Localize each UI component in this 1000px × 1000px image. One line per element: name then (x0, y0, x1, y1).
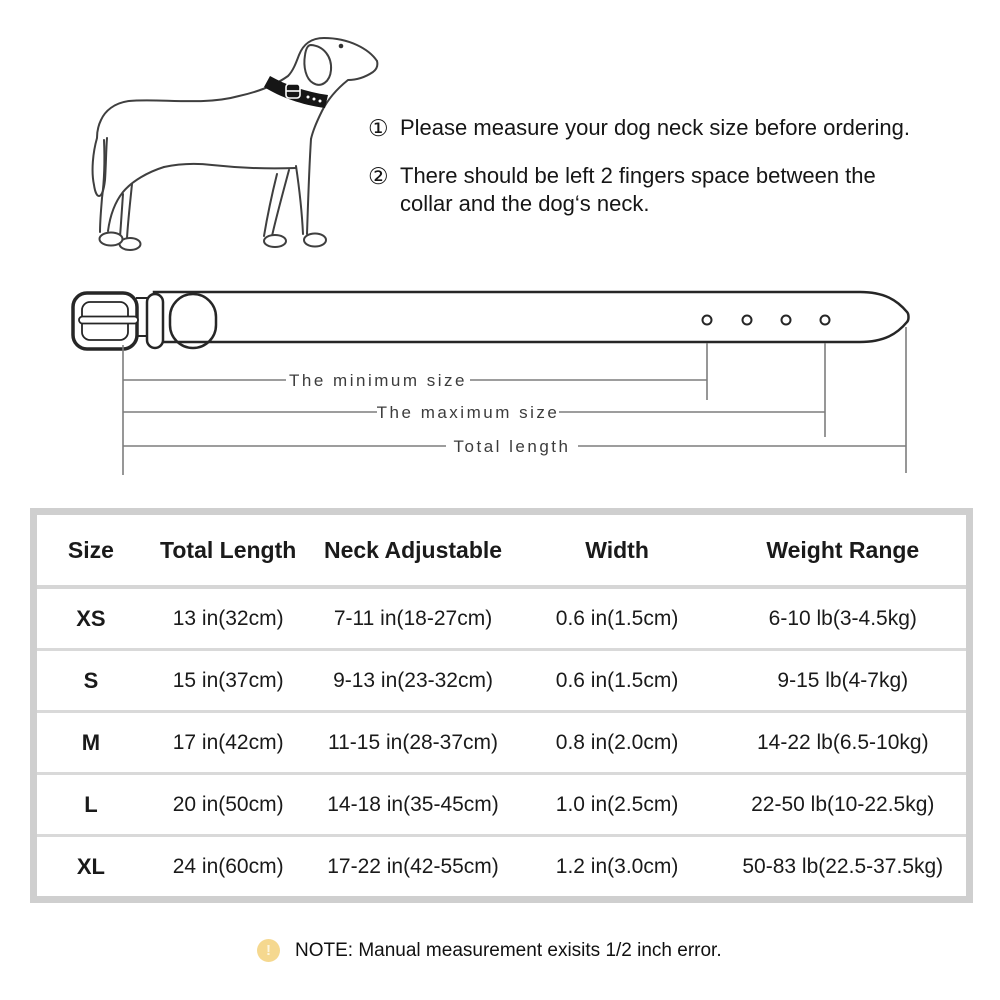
cell-size: M (34, 712, 145, 774)
cell-width: 0.6 in(1.5cm) (555, 606, 679, 630)
cell-size: XS (76, 605, 106, 631)
total-length-label: Total length (453, 437, 571, 456)
circled-number-2-icon: ② (368, 163, 389, 189)
collar-keeper (147, 294, 163, 348)
table-row-m (34, 712, 970, 774)
table-row-xs (34, 587, 970, 650)
cell-neck: 14-18 in(35-45cm) (311, 774, 514, 836)
max-size-label: The maximum size (376, 403, 560, 422)
exclamation-icon: ! (257, 939, 280, 962)
cell-width: 0.8 in(2.0cm) (515, 712, 720, 774)
instructions (368, 114, 986, 218)
table-row-s (34, 650, 970, 712)
table-row-xl (34, 836, 970, 900)
cell-total-length: 20 in(50cm) (145, 774, 312, 836)
header-total-length: Total Length (145, 512, 312, 588)
cell-total-length: 24 in(60cm) (145, 836, 312, 900)
collar-strap (154, 292, 909, 342)
dog-eye (339, 44, 344, 49)
cell-size: L (34, 774, 145, 836)
circled-number-1-icon: ① (368, 115, 389, 141)
instruction-1-text: Please measure your dog neck size before ordering. (400, 115, 910, 140)
cell-total-length: 13 in(32cm) (172, 606, 284, 630)
collar-measurement-diagram (50, 283, 930, 483)
cell-weight: 50-83 lb(22.5-37.5kg) (720, 836, 970, 900)
cell-width: 1.0 in(2.5cm) (515, 774, 720, 836)
cell-weight: 9-15 lb(4-7kg) (720, 650, 970, 712)
instruction-2 (368, 162, 986, 218)
cell-total-length: 15 in(37cm) (145, 650, 312, 712)
table-row-l (34, 774, 970, 836)
min-size-label: The minimum size (289, 371, 467, 390)
note-text: NOTE: Manual measurement exisits 1/2 inch error. (295, 939, 722, 961)
cell-weight: 14-22 lb(6.5-10kg) (720, 712, 970, 774)
collar-buckle (73, 293, 138, 349)
cell-width: 1.2 in(3.0cm) (515, 836, 720, 900)
note (257, 939, 722, 962)
buckle-prong (79, 317, 138, 324)
table-header-row (34, 512, 970, 588)
dog-illustration (60, 18, 390, 278)
cell-size: XL (34, 836, 145, 900)
cell-weight: 6-10 lb(3-4.5kg) (768, 606, 917, 630)
instruction-2-text: There should be left 2 fingers space between the collar and the dog‘s neck. (400, 163, 876, 216)
header-weight-range: Weight Range (720, 512, 970, 588)
header-width: Width (515, 512, 720, 588)
cell-neck: 7-11 in(18-27cm) (333, 606, 493, 630)
cell-weight: 22-50 lb(10-22.5kg) (720, 774, 970, 836)
header-size: Size (34, 512, 145, 588)
size-chart-table (30, 508, 973, 903)
cell-neck: 9-13 in(23-32cm) (311, 650, 514, 712)
header-neck-adjustable: Neck Adjustable (311, 512, 514, 588)
cell-neck: 11-15 in(28-37cm) (311, 712, 514, 774)
collar-diagram-svg (50, 283, 930, 483)
cell-size: S (34, 650, 145, 712)
cell-total-length: 17 in(42cm) (145, 712, 312, 774)
instruction-1 (368, 114, 986, 142)
cell-neck: 17-22 in(42-55cm) (311, 836, 514, 900)
cell-width: 0.6 in(1.5cm) (515, 650, 720, 712)
dog-drawing-svg (60, 18, 390, 278)
